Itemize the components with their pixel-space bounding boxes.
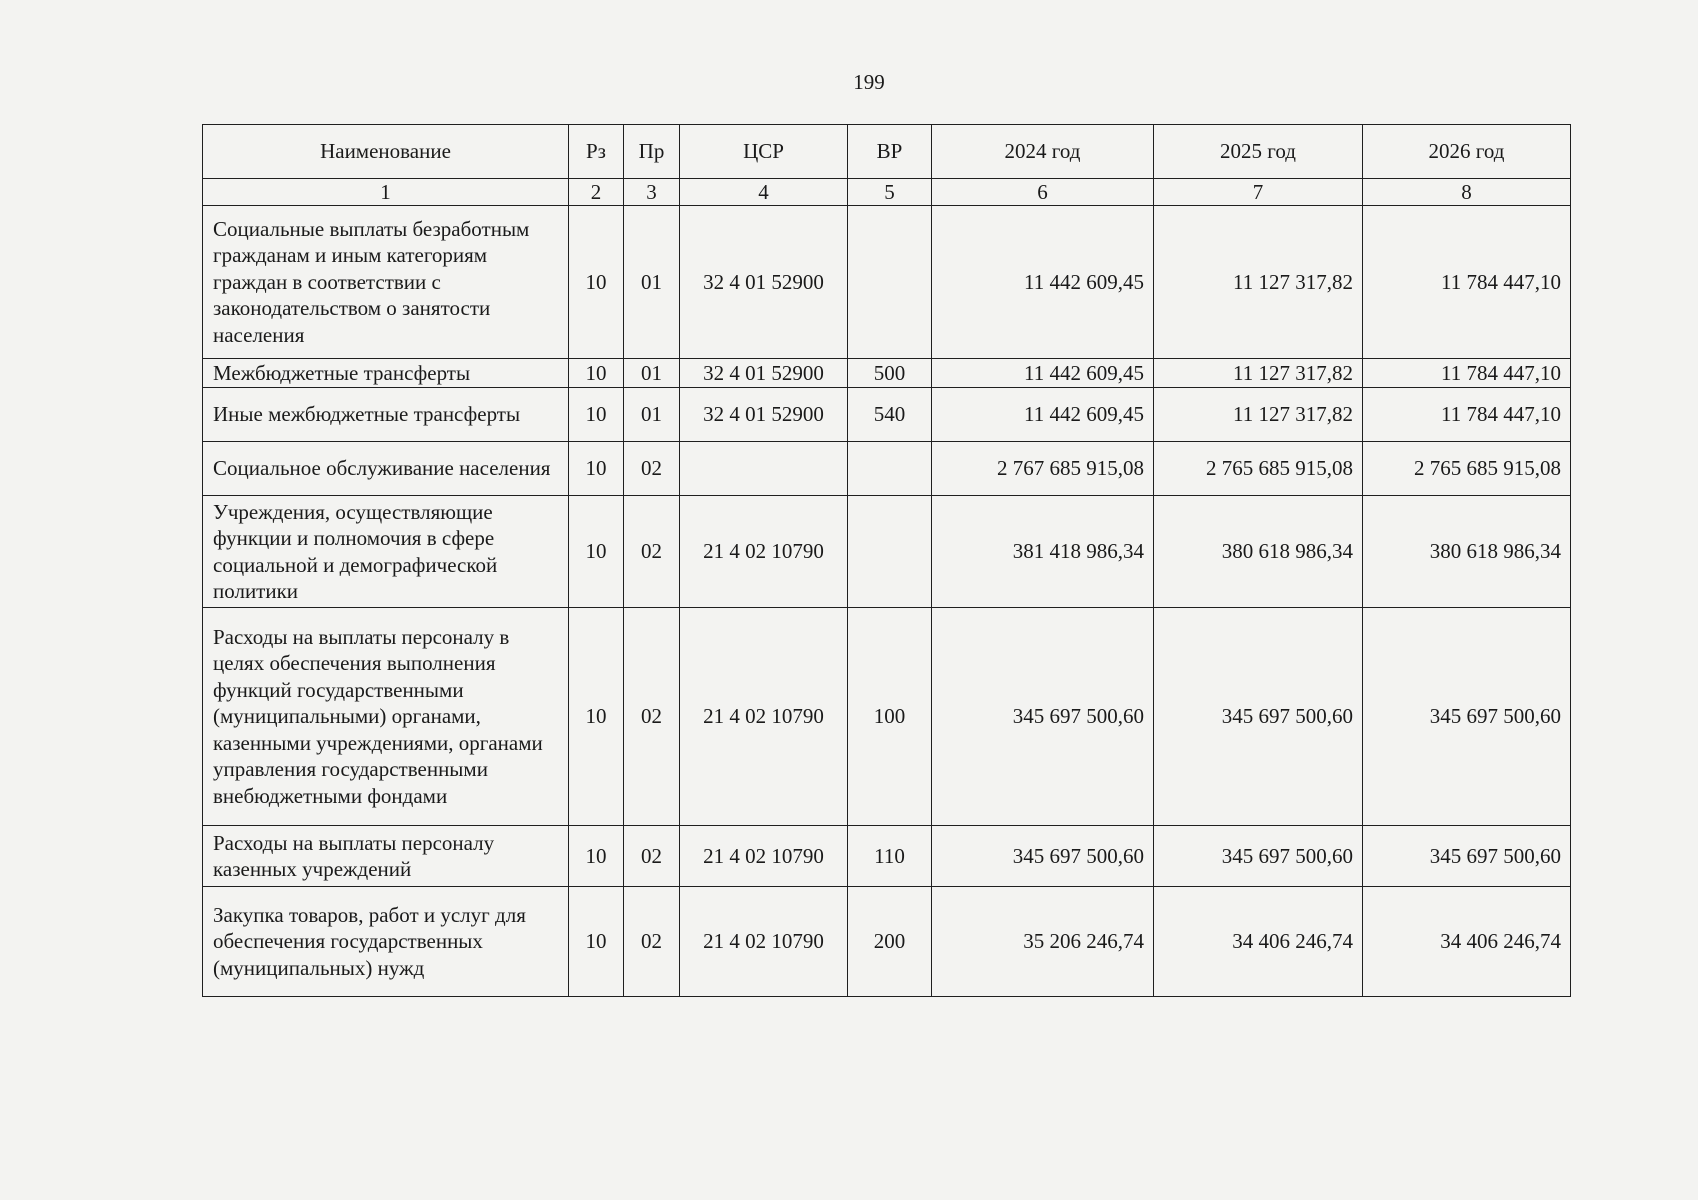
row-amount-2024: 11 442 609,45 [932, 388, 1154, 442]
row-rz: 10 [569, 388, 624, 442]
row-amount-2026: 11 784 447,10 [1363, 206, 1571, 359]
row-csr: 32 4 01 52900 [680, 388, 848, 442]
page-number: 199 [853, 70, 885, 94]
row-amount-2026: 2 765 685 915,08 [1363, 442, 1571, 496]
row-rz: 10 [569, 496, 624, 608]
row-amount-2025: 345 697 500,60 [1154, 608, 1363, 826]
table-row [203, 608, 1571, 826]
header-name: Наименование [203, 125, 569, 179]
column-number: 6 [932, 179, 1154, 206]
row-amount-2026: 345 697 500,60 [1363, 826, 1571, 887]
row-amount-2026: 34 406 246,74 [1363, 887, 1571, 997]
table-row [203, 496, 1571, 608]
row-amount-2025: 380 618 986,34 [1154, 496, 1363, 608]
table-row [203, 388, 1571, 442]
header-csr: ЦСР [680, 125, 848, 179]
column-number: 8 [1363, 179, 1571, 206]
row-amount-2026: 11 784 447,10 [1363, 388, 1571, 442]
row-pr: 02 [624, 442, 680, 496]
table-row [203, 826, 1571, 887]
row-vr [848, 496, 932, 608]
row-rz: 10 [569, 359, 624, 388]
row-pr: 02 [624, 887, 680, 997]
row-rz: 10 [569, 608, 624, 826]
header-vr: ВР [848, 125, 932, 179]
row-amount-2026: 380 618 986,34 [1363, 496, 1571, 608]
row-csr [680, 442, 848, 496]
row-pr: 01 [624, 359, 680, 388]
row-amount-2024: 345 697 500,60 [932, 608, 1154, 826]
row-amount-2024: 381 418 986,34 [932, 496, 1154, 608]
row-amount-2025: 34 406 246,74 [1154, 887, 1363, 997]
column-number: 3 [624, 179, 680, 206]
column-number: 2 [569, 179, 624, 206]
table-row [203, 359, 1571, 388]
column-number: 4 [680, 179, 848, 206]
row-amount-2024: 11 442 609,45 [932, 206, 1154, 359]
row-vr [848, 206, 932, 359]
row-name: Расходы на выплаты персоналу в целях обеспечения выполнения функций государственными (муниципальными) органами, казенными учреждениями, органами управления государственными внебюджетными фондами [203, 608, 569, 826]
row-rz: 10 [569, 442, 624, 496]
row-amount-2024: 345 697 500,60 [932, 826, 1154, 887]
row-csr: 21 4 02 10790 [680, 887, 848, 997]
row-rz: 10 [569, 206, 624, 359]
table-row [203, 887, 1571, 997]
row-name: Социальное обслуживание населения [203, 442, 569, 496]
header-row [203, 125, 1571, 179]
row-pr: 01 [624, 206, 680, 359]
row-vr: 110 [848, 826, 932, 887]
row-vr: 100 [848, 608, 932, 826]
row-rz: 10 [569, 826, 624, 887]
row-csr: 21 4 02 10790 [680, 826, 848, 887]
column-number: 5 [848, 179, 932, 206]
table-row [203, 206, 1571, 359]
header-2024: 2024 год [932, 125, 1154, 179]
row-name: Учреждения, осуществляющие функции и полномочия в сфере социальной и демографической политики [203, 496, 569, 608]
row-csr: 21 4 02 10790 [680, 496, 848, 608]
row-csr: 21 4 02 10790 [680, 608, 848, 826]
row-csr: 32 4 01 52900 [680, 359, 848, 388]
row-rz: 10 [569, 887, 624, 997]
table-row [203, 442, 1571, 496]
column-number: 1 [203, 179, 569, 206]
budget-table [202, 124, 1571, 997]
row-amount-2024: 35 206 246,74 [932, 887, 1154, 997]
row-pr: 02 [624, 496, 680, 608]
row-name: Межбюджетные трансферты [203, 359, 569, 388]
row-vr: 500 [848, 359, 932, 388]
row-name: Расходы на выплаты персоналу казенных учреждений [203, 826, 569, 887]
row-pr: 01 [624, 388, 680, 442]
row-amount-2025: 345 697 500,60 [1154, 826, 1363, 887]
row-amount-2025: 11 127 317,82 [1154, 388, 1363, 442]
row-amount-2025: 11 127 317,82 [1154, 206, 1363, 359]
row-vr: 200 [848, 887, 932, 997]
row-amount-2025: 2 765 685 915,08 [1154, 442, 1363, 496]
row-vr [848, 442, 932, 496]
row-name: Закупка товаров, работ и услуг для обеспечения государственных (муниципальных) нужд [203, 887, 569, 997]
row-amount-2024: 11 442 609,45 [932, 359, 1154, 388]
row-pr: 02 [624, 608, 680, 826]
row-amount-2026: 345 697 500,60 [1363, 608, 1571, 826]
row-pr: 02 [624, 826, 680, 887]
row-name: Иные межбюджетные трансферты [203, 388, 569, 442]
header-2026: 2026 год [1363, 125, 1571, 179]
header-pr: Пр [624, 125, 680, 179]
header-rz: Рз [569, 125, 624, 179]
row-name: Социальные выплаты безработным гражданам и иным категориям граждан в соответствии с законодательством о занятости населения [203, 206, 569, 359]
row-amount-2026: 11 784 447,10 [1363, 359, 1571, 388]
header-2025: 2025 год [1154, 125, 1363, 179]
row-amount-2025: 11 127 317,82 [1154, 359, 1363, 388]
column-number: 7 [1154, 179, 1363, 206]
column-number-row [203, 179, 1571, 206]
row-vr: 540 [848, 388, 932, 442]
row-csr: 32 4 01 52900 [680, 206, 848, 359]
row-amount-2024: 2 767 685 915,08 [932, 442, 1154, 496]
